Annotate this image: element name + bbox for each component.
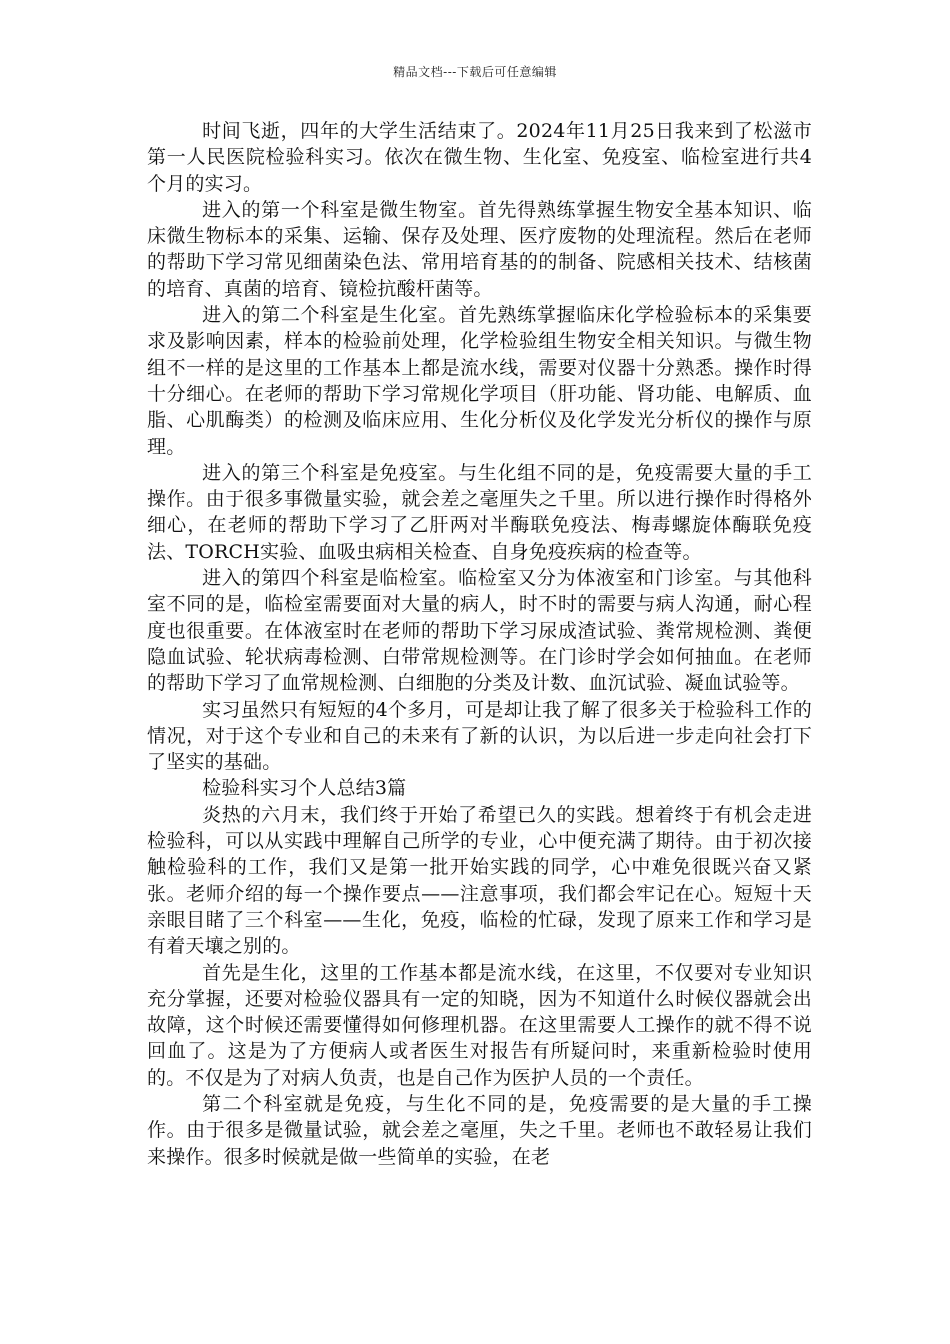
paragraph-conclusion: 实习虽然只有短短的4个多月，可是却让我了解了很多关于检验科工作的情况，对于这个专业和自己的未来有了新的认识，为以后进一步走向社会打下了坚实的基础。 (147, 698, 812, 774)
page-header: 精品文档---下载后可任意编辑 (393, 65, 557, 79)
document-body (147, 118, 812, 1170)
paragraph-summary-biochemistry: 首先是生化，这里的工作基本都是流水线，在这里，不仅要对专业知识充分掌握，还要对检验仪器具有一定的知晓，因为不知道什么时候仪器就会出故障，这个时候还需要懂得如何修理机器。在这里需要人工操作的就不得不说回血了。这是为了方便病人或者医生对报告有所疑问时，来重新检验时使用的。不仅是为了对病人负责，也是自己作为医护人员的一个责任。 (147, 961, 812, 1089)
paragraph-clinical-lab: 进入的第四个科室是临检室。临检室又分为体液室和门诊室。与其他科室不同的是，临检室需要面对大量的病人，时不时的需要与病人沟通，耐心程度也很重要。在体液室时在老师的帮助下学习尿成渣试验、粪常规检测、粪便隐血试验、轮状病毒检测、白带常规检测等。在门诊时学会如何抽血。在老师的帮助下学习了血常规检测、白细胞的分类及计数、血沉试验、凝血试验等。 (147, 567, 812, 695)
paragraph-summary-intro: 炎热的六月末，我们终于开始了希望已久的实践。想着终于有机会走进检验科，可以从实践中理解自己所学的专业，心中便充满了期待。由于初次接触检验科的工作，我们又是第一批开始实践的同学，心中难免很既兴奋又紧张。老师介绍的每一个操作要点——注意事项，我们都会牢记在心。短短十天亲眼目睹了三个科室——生化，免疫，临检的忙碌，发现了原来工作和学习是有着天壤之别的。 (147, 803, 812, 958)
paragraph-biochemistry: 进入的第二个科室是生化室。首先熟练掌握临床化学检验标本的采集要求及影响因素，样本的检验前处理，化学检验组生物安全相关知识。与微生物组不一样的是这里的工作基本上都是流水线，需要对仪器十分熟悉。操作时得十分细心。在老师的帮助下学习常规化学项目（肝功能、肾功能、电解质、血脂、心肌酶类）的检测及临床应用、生化分析仪及化学发光分析仪的操作与原理。 (147, 304, 812, 458)
paragraph-intro: 时间飞逝，四年的大学生活结束了。2024年11月25日我来到了松滋市第一人民医院检验科实习。依次在微生物、生化室、免疫室、临检室进行共4个月的实习。 (147, 120, 812, 195)
paragraph-microbiology: 进入的第一个科室是微生物室。首先得熟练掌握生物安全基本知识、临床微生物标本的采集、运输、保存及处理、医疗废物的处理流程。然后在老师的帮助下学习常见细菌染色法、常用培育基的的制备、院感相关技术、结核菌的培育、真菌的培育、镜检抗酸杆菌等。 (147, 198, 812, 300)
section-heading: 检验科实习个人总结3篇 (202, 777, 407, 800)
paragraph-summary-immunology: 第二个科室就是免疫，与生化不同的是，免疫需要的是大量的手工操作。由于很多是微量试验，就会差之毫厘，失之千里。老师也不敢轻易让我们来操作。很多时候就是做一些简单的实验，在老 (147, 1092, 812, 1168)
paragraph-immunology: 进入的第三个科室是免疫室。与生化组不同的是，免疫需要大量的手工操作。由于很多事微量实验，就会差之毫厘失之千里。所以进行操作时得格外细心，在老师的帮助下学习了乙肝两对半酶联免疫法、梅毒螺旋体酶联免疫法、TORCH实验、血吸虫病相关检查、自身免疫疾病的检查等。 (147, 461, 812, 563)
